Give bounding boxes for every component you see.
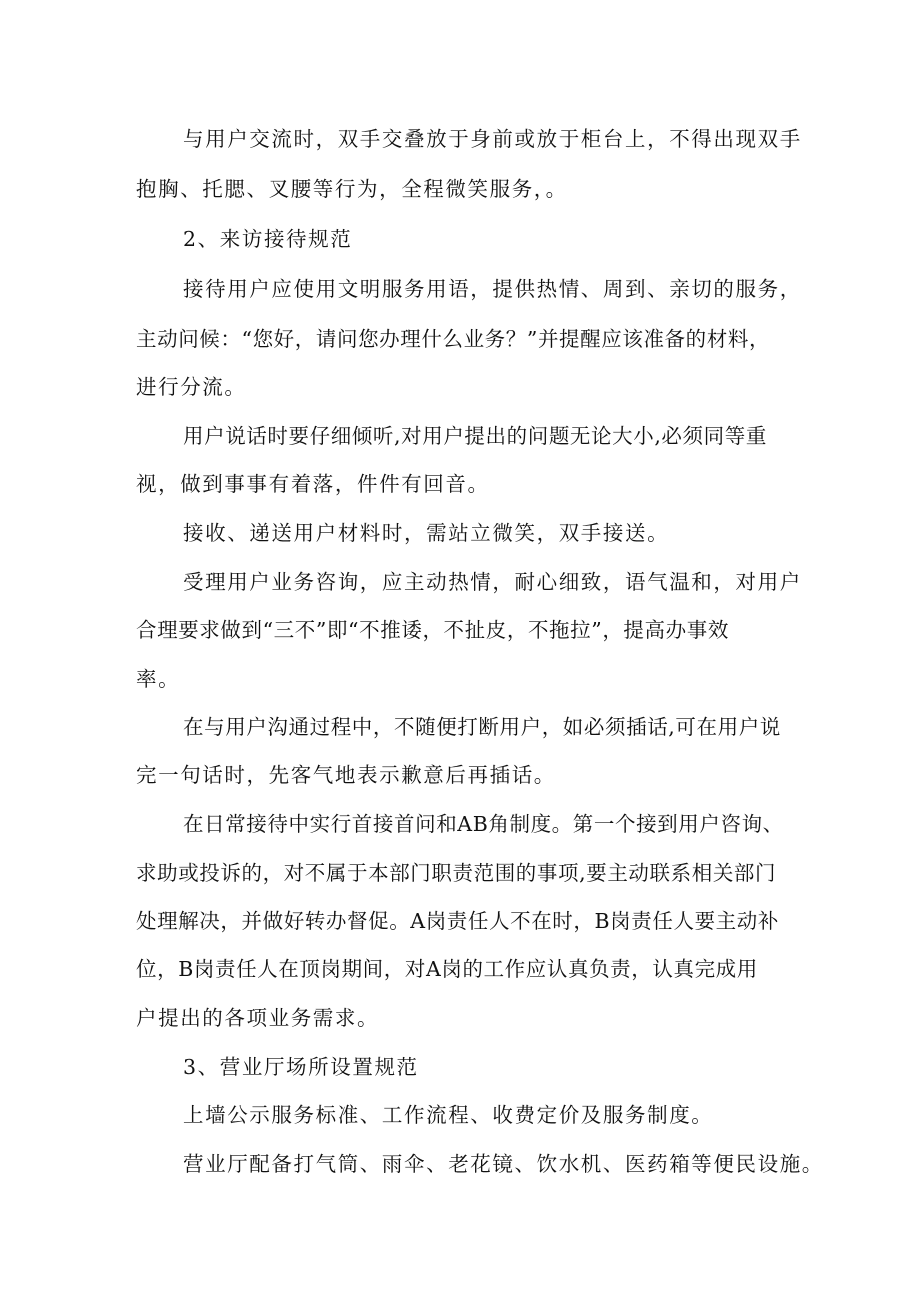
paragraph-line: 在日常接待中实行首接首问和AB角制度。第一个接到用户咨询、 [183, 812, 784, 836]
paragraph-line: 位，B岗责任人在顶岗期间，对A岗的工作应认真负责，认真完成用 [136, 957, 758, 981]
paragraph-line: 处理解决，并做好转办督促。A岗责任人不在时，B岗责任人要主动补 [136, 909, 779, 933]
paragraph-line: 合理要求做到“三不”即“不推诿，不扯皮，不拖拉”，提高办事效 [136, 618, 729, 642]
paragraph-line: 进行分流。 [136, 375, 247, 399]
paragraph-line: 接收、递送用户材料时，需站立微笑，双手接送。 [183, 521, 670, 545]
paragraph-line: 抱胸、托腮、叉腰等行为，全程微笑服务，。 [136, 177, 568, 201]
section-heading: 3、营业厅场所设置规范 [183, 1055, 419, 1079]
paragraph-line: 在与用户沟通过程中，不随便打断用户，如必须插话,可在用户说 [183, 715, 781, 739]
paragraph-line: 上墙公示服务标准、工作流程、收费定价及服务制度。 [183, 1103, 714, 1127]
paragraph-line: 视，做到事事有着落，件件有回音。 [136, 472, 490, 496]
paragraph-line: 求助或投诉的，对不属于本部门职责范围的事项,要主动联系相关部门 [136, 861, 777, 885]
paragraph-line: 接待用户应使用文明服务用语，提供热情、周到、亲切的服务， [183, 277, 802, 301]
paragraph-line: 率。 [136, 667, 181, 691]
paragraph-line: 用户说话时要仔细倾听,对用户提出的问题无论大小,必须同等重 [183, 424, 767, 448]
paragraph-line: 主动问候：“您好，请问您办理什么业务？”并提醒应该准备的材料， [136, 327, 771, 351]
paragraph-line: 户提出的各项业务需求。 [136, 1006, 380, 1030]
paragraph-line: 受理用户业务咨询，应主动热情，耐心细致，语气温和，对用户 [183, 570, 802, 594]
paragraph-line: 营业厅配备打气筒、雨伞、老花镜、饮水机、医药箱等便民设施。 [183, 1152, 824, 1176]
section-heading: 2、来访接待规范 [183, 227, 353, 251]
paragraph-line: 完一句话时，先客气地表示歉意后再插话。 [136, 763, 556, 787]
paragraph-line: 与用户交流时，双手交叠放于身前或放于柜台上，不得出现双手 [183, 127, 802, 151]
